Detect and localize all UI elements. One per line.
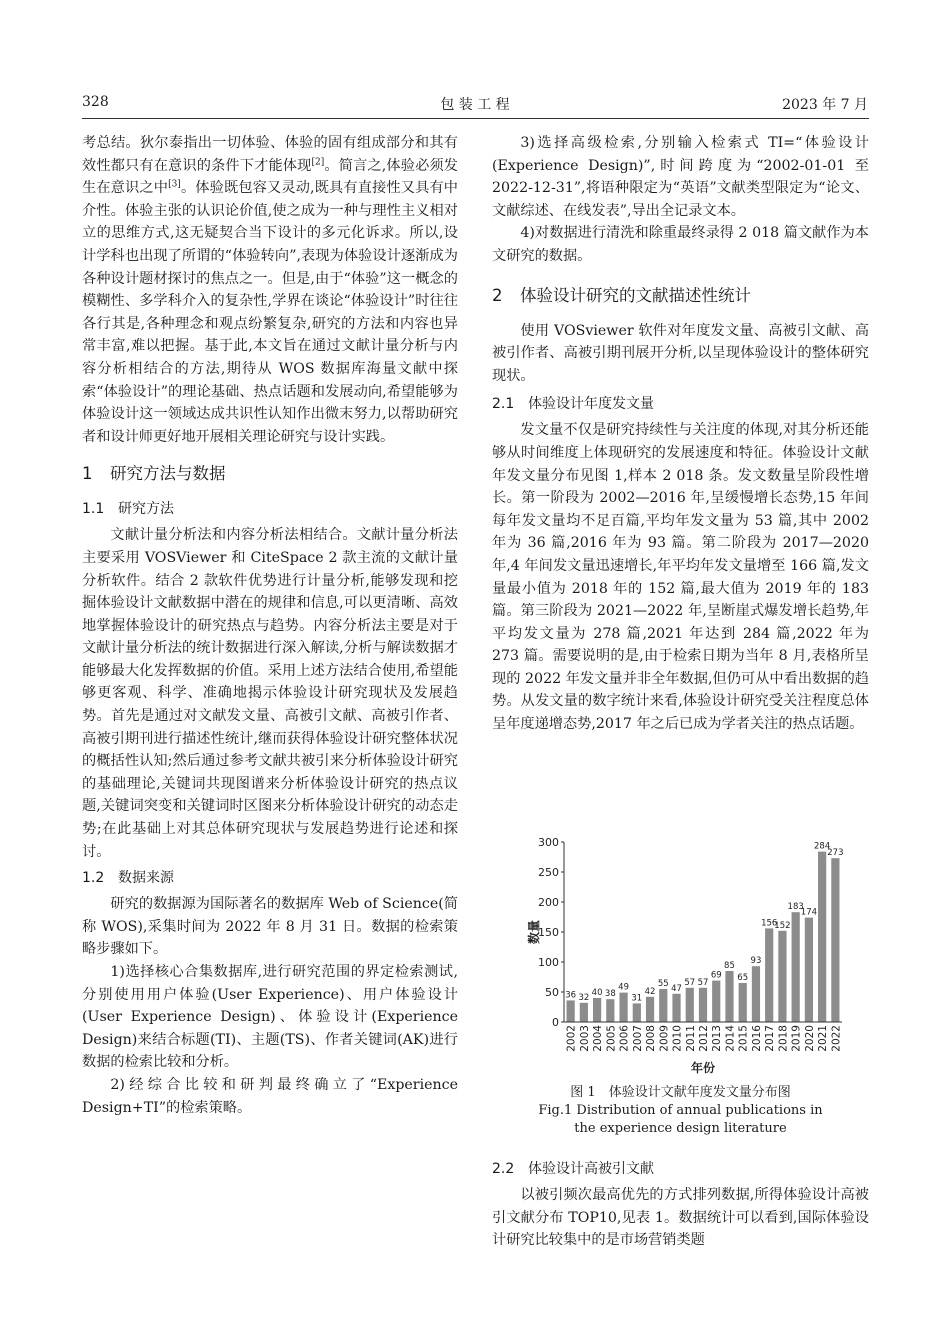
bar-2021 bbox=[818, 852, 826, 1022]
x-tick-label: 2002 bbox=[565, 1025, 578, 1052]
y-tick-label: 150 bbox=[538, 926, 559, 939]
bar-2019 bbox=[792, 912, 800, 1022]
highly-cited-paragraph: 以被引频次最高优先的方式排列数据,所得体验设计高被引文献分布 TOP10,见表 1。数据统计可以看到,国际体验设计研究比较集中的是市场营销类题 bbox=[492, 1187, 869, 1249]
step-3-paragraph: 3)选择高级检索,分别输入检索式 TI=“体验设计(Experience Design)”,时间跨度为“2002-01-01 至 2022-12-31”,将语种限定为“英语”文献类型限定为“论文、文献综述、在线发表”,导出全记录文本。 bbox=[492, 135, 869, 219]
y-tick-label: 0 bbox=[552, 1016, 559, 1029]
bar-2009 bbox=[659, 989, 667, 1022]
bar-value-label: 284 bbox=[814, 841, 831, 852]
bar-2003 bbox=[580, 1003, 588, 1022]
bar-2020 bbox=[805, 918, 813, 1022]
y-axis-title: 数量 bbox=[527, 919, 541, 945]
x-tick-label: 2021 bbox=[817, 1025, 830, 1052]
x-tick-label: 2011 bbox=[684, 1025, 697, 1052]
x-tick-label: 2014 bbox=[724, 1025, 737, 1052]
x-tick-label: 2018 bbox=[777, 1025, 790, 1052]
x-tick-label: 2008 bbox=[645, 1025, 658, 1052]
bar-value-label: 57 bbox=[684, 977, 696, 988]
section-1-2-heading: 1.2 数据来源 bbox=[82, 870, 174, 887]
bar-value-label: 183 bbox=[787, 902, 804, 913]
x-tick-label: 2012 bbox=[698, 1025, 710, 1052]
x-tick-label: 2009 bbox=[658, 1025, 671, 1052]
bar-value-label: 65 bbox=[737, 973, 749, 983]
section-2-1-heading: 2.1 体验设计年度发文量 bbox=[492, 396, 654, 413]
bar-2015 bbox=[739, 983, 747, 1022]
bar-value-label: 47 bbox=[671, 983, 682, 994]
bar-value-label: 31 bbox=[631, 993, 643, 1004]
bar-2011 bbox=[686, 988, 694, 1022]
step-4-paragraph: 4)对数据进行清洗和除重最终录得 2 018 篇文献作为本文研究的数据。 bbox=[492, 225, 869, 264]
bar-2010 bbox=[672, 994, 680, 1022]
bar-value-label: 42 bbox=[644, 986, 656, 997]
section-2-intro: 使用 VOSviewer 软件对年度发文量、高被引文献、高被引作者、高被引期刊展开分析,以呈现体验设计的整体研究现状。 bbox=[492, 322, 869, 384]
x-tick-label: 2017 bbox=[764, 1025, 777, 1052]
x-tick-label: 2010 bbox=[671, 1025, 684, 1052]
x-tick-label: 2020 bbox=[803, 1025, 816, 1052]
figure-caption bbox=[492, 1084, 869, 1138]
step-2-paragraph: 2)经综合比较和研判最终确立了“Experience Design+TI”的检索策略。 bbox=[82, 1076, 458, 1116]
bar-value-label: 36 bbox=[565, 990, 577, 1001]
header-rule bbox=[82, 118, 869, 119]
bar-2016 bbox=[752, 966, 760, 1022]
bar-value-label: 55 bbox=[657, 979, 669, 989]
bar-value-label: 69 bbox=[710, 970, 722, 981]
x-tick-label: 2016 bbox=[750, 1025, 763, 1052]
bar-value-label: 32 bbox=[578, 992, 590, 1003]
figure-caption-en-line1: Fig.1 Distribution of annual publications in bbox=[538, 1103, 823, 1118]
right-column-lower bbox=[492, 1158, 869, 1252]
x-tick-label: 2015 bbox=[737, 1025, 750, 1052]
bar-value-label: 40 bbox=[591, 988, 603, 998]
journal-title: 包 装 工 程 bbox=[440, 97, 510, 113]
annual-publications-chart bbox=[527, 832, 850, 1082]
bar-value-label: 152 bbox=[774, 920, 791, 931]
page-number: 328 bbox=[82, 94, 109, 110]
bar-value-label: 85 bbox=[724, 961, 735, 971]
left-column bbox=[82, 132, 458, 1119]
y-tick-label: 100 bbox=[538, 956, 559, 969]
step-1-paragraph: 1)选择核心合集数据库,进行研究范围的界定检索测试,分别使用用户体验(User Experience)、用户体验设计(User Experience Design)、体验设计(Experience Design)来结合标题(TI)、主题(TS)、作者关键词(AK)进行数据的检索比较和分析。 bbox=[82, 964, 458, 1071]
section-2-2-heading: 2.2 体验设计高被引文献 bbox=[492, 1161, 654, 1177]
x-tick-label: 2022 bbox=[830, 1025, 843, 1052]
section-2-heading: 2 体验设计研究的文献描述性统计 bbox=[492, 285, 751, 305]
methods-paragraph: 文献计量分析法和内容分析法相结合。文献计量分析法主要采用 VOSViewer 和 CiteSpace 2 款主流的文献计量分析软件。结合 2 款软件优势进行计量分析,能够发现和挖掘体验设计文献数据中潜在的规律和信息,可以更清晰、高效地掌握体验设计的研究热点与趋势。内容分析法主要是对于文献计量分析法的统计数据进行深入解读,分析与解读数据才能够最大化发挥数据的价值。采用上述方法结合使用,希望能够更客观、科学、准确地揭示体验设计研究现状及发展趋势。首先是通过对文献发文量、高被引文献、高被引作者、高被引期刊进行描述性统计,继而获得体验设计研究整体状况的概括性认知;然后通过参考文献共被引来分析体验设计研究的基础理论,关键词共现图谱来分析体验设计研究的热点议题,关键词突变和关键词时区图来分析体验设计研究的动态走势;在此基础上对其总体研究现状与发展趋势进行论述和探讨。 bbox=[82, 527, 458, 860]
bar-2002 bbox=[567, 1000, 575, 1022]
y-tick-label: 50 bbox=[545, 986, 559, 999]
bar-2007 bbox=[633, 1003, 641, 1022]
bar-2014 bbox=[725, 971, 733, 1022]
bar-2013 bbox=[712, 981, 720, 1022]
x-tick-label: 2019 bbox=[790, 1025, 803, 1052]
data-source-paragraph: 研究的数据源为国际著名的数据库 Web of Science(简称 WOS),采集时间为 2022 年 8 月 31 日。数据的检索策略步骤如下。 bbox=[82, 896, 458, 958]
y-tick-label: 250 bbox=[538, 866, 559, 879]
right-column bbox=[492, 132, 869, 736]
citation-2: [2] bbox=[311, 156, 325, 167]
bar-value-label: 93 bbox=[750, 956, 762, 967]
bar-2017 bbox=[765, 928, 773, 1022]
x-tick-label: 2007 bbox=[631, 1025, 644, 1052]
bar-2008 bbox=[646, 997, 654, 1022]
issue-date: 2023 年 7 月 bbox=[782, 97, 868, 113]
figure-caption-en-line2: the experience design literature bbox=[574, 1121, 787, 1136]
y-tick-label: 200 bbox=[538, 896, 559, 909]
bar-value-label: 49 bbox=[618, 982, 629, 993]
bar-2006 bbox=[619, 993, 627, 1022]
bar-value-label: 273 bbox=[827, 848, 844, 859]
bar-value-label: 38 bbox=[604, 989, 616, 1000]
x-tick-label: 2006 bbox=[618, 1025, 631, 1052]
bar-2005 bbox=[606, 999, 614, 1022]
annual-output-paragraph: 发文量不仅是研究持续性与关注度的体现,对其分析还能够从时间维度上体现研究的发展速度和特征。体验设计文献年发文量分布见图 1,样本 2 018 条。发文数量呈阶段性增长。第一阶段为 2002—2016 年,呈缓慢增长态势,15 年间每年发文量均不足百篇,平均年发文量为 53 篇,其中 2002 年为 36 篇,2016 年为 93 篇。第二阶段为 2017—2020 年,4 年间发文量迅速增长,年平均年发文量增至 166 篇,发文量最小值为 2018 年的 152 篇,最大值为 2019 年的 183 篇。第三阶段为 2021—2022 年,呈断崖式爆发增长趋势,年平均发文量为 278 篇,2021 年达到 284 篇,2022 年为 273 篇。需要说明的是,由于检索日期为当年 8 月,表格所呈现的 2022 年发文量并非全年数据,但仍可从中看出数据的趋势。从发文量的数字统计来看,体验设计研究受关注程度总体呈年度递增态势,2017 年之后已成为学者关注的热点话题。 bbox=[492, 422, 869, 733]
section-1-1-heading: 1.1 研究方法 bbox=[82, 501, 174, 518]
bar-value-label: 174 bbox=[800, 907, 818, 918]
bar-2018 bbox=[778, 931, 786, 1022]
x-axis-title: 年份 bbox=[690, 1061, 716, 1075]
bar-value-label: 156 bbox=[761, 918, 778, 929]
intro-paragraph: 考总结。狄尔泰指出一切体验、体验的固有组成部分和其有效性都只有在意识的条件下才能体现[2]。简言之,体验必须发生在意识之中[3]。体验既包容又灵动,既具有直接性又具有中介性。体验主张的认识论价值,使之成为一种与理性主义相对立的思维方式,这无疑契合当下设计的多元化诉求。所以,设计学科也出现了所谓的“体验转向”,表现为体验设计逐渐成为各种设计题材探讨的焦点之一。但是,由于“体验”这一概念的模糊性、多学科介入的复杂性,学界在谈论“体验设计”时往往各行其是,各种理念和观点纷繁复杂,研究的方法和内容也异常丰富,难以把握。基于此,本文旨在通过文献计量分析与内容分析相结合的方法,期待从 WOS 数据库海量文献中探索“体验设计”的理论基础、热点话题和发展动向,希望能够为体验设计这一领域达成共识性认知作出微末努力,以帮助研究者和设计师更好地开展相关理论研究与设计实践。 bbox=[82, 135, 458, 445]
bar-2004 bbox=[593, 998, 601, 1022]
bar-2022 bbox=[831, 858, 839, 1022]
citation-3: [3] bbox=[168, 179, 181, 190]
bar-value-label: 57 bbox=[697, 977, 709, 988]
x-tick-label: 2005 bbox=[605, 1025, 618, 1052]
x-tick-label: 2003 bbox=[578, 1025, 591, 1052]
section-1-heading: 1 研究方法与数据 bbox=[82, 464, 226, 484]
x-tick-label: 2013 bbox=[711, 1025, 724, 1052]
y-tick-label: 300 bbox=[538, 836, 559, 849]
bar-2012 bbox=[699, 988, 707, 1022]
figure-caption-cn: 图 1 体验设计文献年度发文量分布图 bbox=[570, 1085, 791, 1100]
x-tick-label: 2004 bbox=[592, 1025, 605, 1052]
